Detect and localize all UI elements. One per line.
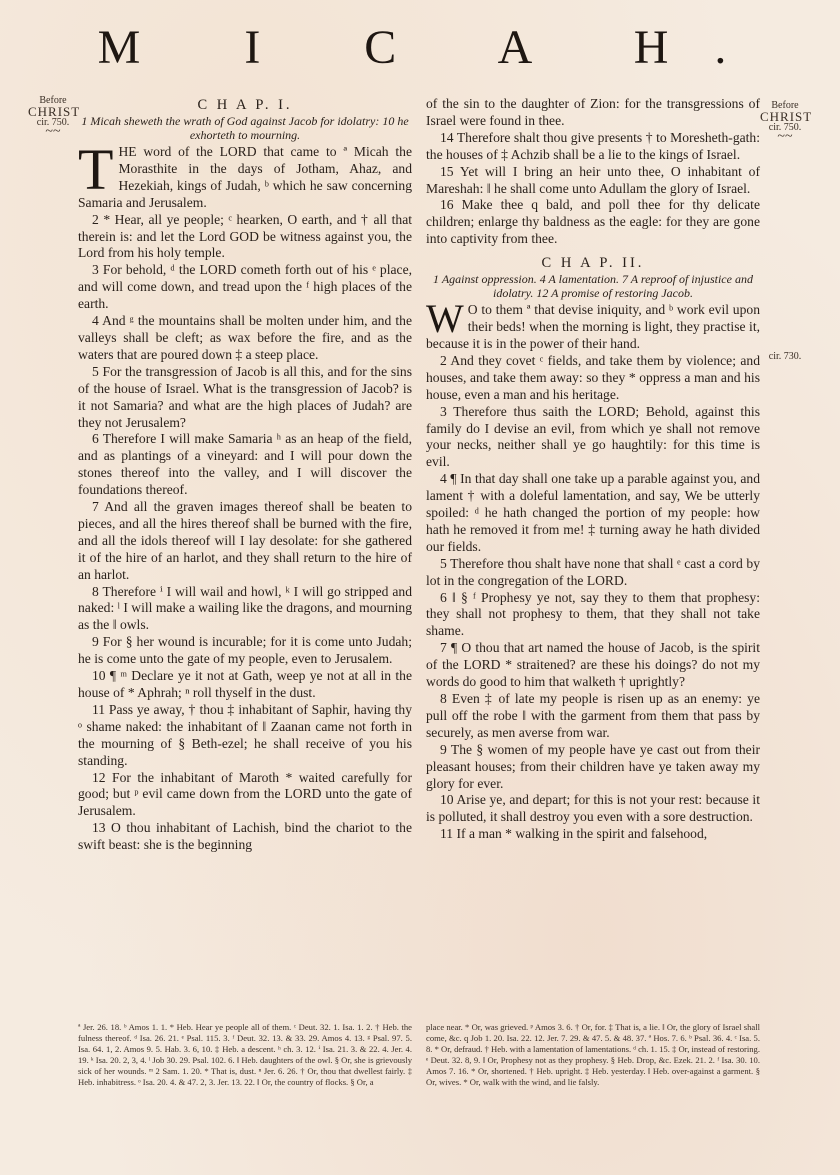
margin-cir: cir. 750. — [36, 117, 70, 128]
verse: 14 Therefore shalt thou give presents † to Moresheth-gath: the houses of ‡ Achzib shall be a lie to the kings of Israel. — [426, 129, 760, 162]
margin-cir: cir. 750. — [768, 122, 802, 133]
verse: 4 And ᵍ the mountains shall be molten under him, and the valleys shall be cleft; as wax before the fire, and as the waters that are poured down ‡ a steep place. — [78, 313, 412, 362]
verse: 5 Therefore thou shalt have none that shall ᵉ cast a cord by lot in the congregation of the LORD. — [426, 555, 760, 588]
chapter-heading: C H A P. II. — [541, 255, 645, 272]
verse: 12 For the inhabitant of Maroth * waited carefully for good; but ᵖ evil came down from the LORD unto the gate of Jerusalem. — [78, 769, 412, 819]
verse: 6 Therefore I will make Samaria ʰ as an heap of the field, and as plantings of a vineyard: and I will pour down the stones thereof into the valley, and I will discover the foundations thereof. — [78, 431, 412, 498]
margin-swash: ~~ — [777, 129, 793, 144]
margin-cir: cir. 730. — [768, 351, 802, 362]
margin-christ: CHRIST — [760, 109, 813, 124]
verse: 7 And all the graven images thereof shall be beaten to pieces, and all the hires thereof shall be burned with the fire, and all the idols thereof will I lay desolate: for she gathered it of the hire of an harlot, and they shall return to the hire of an harlot. — [78, 499, 412, 582]
verse: 16 Make thee q bald, and poll thee for thy delicate children; enlarge thy baldness as the eagle: for they are gone into captivity from thee. — [426, 197, 760, 247]
drop-cap: W — [426, 296, 464, 342]
verse: 10 Arise ye, and depart; for this is not your rest: because it is polluted, it shall destroy you even with a sore destruction. — [426, 792, 760, 825]
verse: 2 * Hear, all ye people; ᶜ hearken, O earth, and † all that therein is: and let the Lord GOD be witness against you, the Lord from his holy temple. — [78, 211, 412, 261]
verse: 7 ¶ O thou that art named the house of Jacob, is the spirit of the LORD * straitened? are these his doings? do not my words do good to him that walketh † uprightly? — [426, 640, 760, 690]
verse: 6 ‖ § ᶠ Prophesy ye not, say they to them that prophesy: they shall not prophesy to them, that they shall not take shame. — [426, 589, 760, 639]
verse: 5 For the transgression of Jacob is all this, and for the sins of the house of Israel. What is the transgression of Jacob? is it not Samaria? and what are the high places of Judah? are they not Jerusalem? — [78, 363, 412, 430]
margin-note-cir-730 — [760, 351, 810, 362]
chapter-heading: C H A P. I. — [197, 97, 293, 113]
drop-cap: T — [78, 137, 114, 202]
verse: 11 If a man * walking in the spirit and falsehood, — [440, 826, 708, 842]
verse — [426, 296, 760, 353]
verse: 4 ¶ In that day shall one take up a parable against you, and lament † with a doleful lamentation, and say, We be utterly spoiled: ᵈ he hath changed the portion of my people: how hath he removed it from me! ‡ turning away he hath divided our fields. — [426, 471, 760, 554]
verse: 11 Pass ye away, † thou ‡ inhabitant of Saphir, having thy ᵒ shame naked: the inhabitant of ‖ Zaanan came not forth in the mourning of § Beth-ezel; he shall receive of you his standing. — [78, 701, 412, 768]
verse-text: O to them ª that devise iniquity, and ᵇ work evil upon their beds! when the morning is light, they practise it, because it is in the power of their hand. — [426, 302, 760, 351]
margin-note-right — [760, 100, 813, 144]
chapter-summary: 1 Against oppression. 4 A lamentation. 7 A reproof of injustice and idolatry. 12 A promise of restoring Jacob. — [433, 272, 753, 301]
margin-swash: ~~ — [45, 124, 61, 139]
footnotes-left: ª Jer. 26. 18. ᵇ Amos 1. 1. * Heb. Hear ye people all of them. ᶜ Deut. 32. 1. Isa. 1. 2. † Heb. the fulness thereof. ᵈ Isa. 26. 21. ᵉ Psal. 115. 3. ᶠ Deut. 32. 13. & 33. 29. Amos 4. 13. ᵍ Psal. 97. 5. Isa. 64. 1, 2. Amos 9. 5. Hab. 3. 6, 10. ‡ Heb. a descent. ʰ ch. 3. 12. ⁱ Isa. 21. 3. & 22. 4. Jer. 4. 19. ᵏ Isa. 20. 2, 3, 4. ˡ Job 30. 29. Psal. 102. 6. ‖ Heb. daughters of the owl. § Or, she is grievously sick of her wounds. ᵐ 2 Sam. 1. 20. * That is, dust. ⁿ Jer. 6. 26. † Or, thou that dwellest fairly. ‡ Heb. inhabitress. ᵒ Isa. 20. 4. & 47. 2, 3. Jer. 13. 22. ‖ Or, the country of flocks. § Or, a — [78, 1022, 412, 1087]
verse: 15 Yet will I bring an heir unto thee, O inhabitant of Mareshah: ‖ he shall come unto Adullam the glory of Israel. — [426, 163, 760, 196]
footnotes-right: place near. * Or, was grieved. ᵖ Amos 3. 6. † Or, for. ‡ That is, a lie. ‖ Or, the glory of Israel shall come, &c. q Job 1. 20. Isa. 22. 12. Jer. 7. 29. & 47. 5. & 48. 37. ª Hos. 7. 6. ᵇ Psal. 36. 4. ᶜ Isa. 5. 8. * Or, defraud. † Heb. with a lamentation of lamentations. ᵈ ch. 1. 15. ‡ Or, instead of restoring. ᵉ Deut. 32. 8, 9. ‖ Or, Prophesy not as they prophesy. § Heb. Drop, &c. Ezek. 21. 2. ᶠ Isa. 30. 10. Amos 7. 16. * Or, shortened. † Heb. upright. ‡ Heb. yesterday. ‖ Heb. over-against a garment. § Or, wives. * Or, walk with the wind, and lie falsly. — [426, 1022, 760, 1087]
verse: 8 Therefore ⁱ I will wail and howl, ᵏ I will go stripped and naked: ˡ I will make a wailing like the dragons, and mourning as the ‖ owls. — [78, 583, 412, 633]
margin-note-left — [28, 95, 81, 139]
right-column — [426, 96, 760, 843]
verse: 9 The § women of my people have ye cast out from their pleasant houses; from their children have ye taken away my glory for ever. — [426, 741, 760, 791]
verse: 2 And they covet ᶜ fields, and take them by violence; and houses, and take them away: so they * oppress a man and his house, even a man and his heritage. — [426, 352, 760, 402]
margin-before: Before — [39, 95, 67, 106]
verse: 10 ¶ ᵐ Declare ye it not at Gath, weep ye not at all in the house of * Aphrah; ⁿ roll thyself in the dust. — [78, 668, 412, 700]
book-title: M I C A H. — [97, 21, 773, 74]
verse: 3 Therefore thus saith the LORD; Behold, against this family do I devise an evil, from which ye shall not remove your necks, neither shall ye go haughtily: for this time is evil. — [426, 403, 760, 470]
verse: 9 For § her wound is incurable; for it is come unto Judah; he is come unto the gate of my people, even to Jerusalem. — [78, 634, 412, 667]
chapter-summary: 1 Micah sheweth the wrath of God against Jacob for idolatry: 10 he exhorteth to mourning. — [81, 114, 409, 142]
margin-before: Before — [771, 100, 799, 111]
left-column — [78, 96, 412, 854]
verse: 3 For behold, ᵈ the LORD cometh forth out of his ᵉ place, and will come down, and tread upon the ᶠ high places of the earth. — [78, 262, 412, 312]
margin-christ: CHRIST — [28, 104, 81, 119]
verse-text: HE word of the LORD that came to ª Micah the Morasthite in the days of Jotham, Ahaz, and Hezekiah, kings of Judah, ᵇ which he saw concerning Samaria and Jerusalem. — [78, 144, 412, 210]
verse: 13 O thou inhabitant of Lachish, bind the chariot to the swift beast: she is the beginning — [78, 820, 412, 853]
verse: 8 Even ‡ of late my people is risen up as an enemy: ye pull off the robe ‖ with the garment from them that pass by securely, as men averse from war. — [426, 691, 760, 740]
verse: of the sin to the daughter of Zion: for the transgressions of Israel were found in thee. — [426, 96, 760, 128]
verse — [78, 137, 412, 212]
